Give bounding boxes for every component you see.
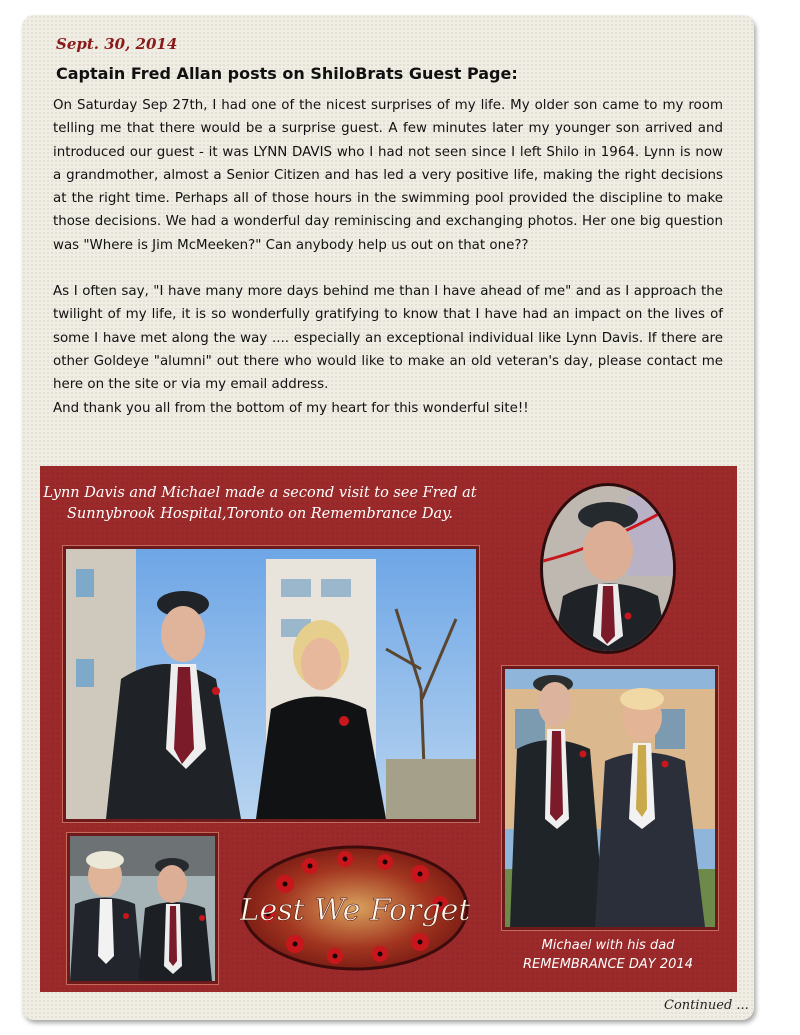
- continued-label: Continued ...: [664, 998, 749, 1013]
- photo-fred-and-lynn-image: [66, 549, 476, 819]
- lest-we-forget-text: Lest We Forget: [240, 893, 470, 928]
- headline: Captain Fred Allan posts on ShiloBrats Guest Page:: [56, 64, 518, 83]
- photo-michael-with-dad: [502, 666, 718, 930]
- post-date: Sept. 30, 2014: [56, 35, 178, 53]
- lest-we-forget-emblem: [240, 844, 470, 972]
- lest-we-forget-image: [240, 844, 470, 972]
- photo-michael-with-dad-image: [505, 669, 715, 927]
- photo-fred-portrait-oval: [540, 483, 676, 654]
- caption-bottom-line-2: REMEMBRANCE DAY 2014: [523, 957, 693, 972]
- caption-bottom: [500, 936, 716, 974]
- caption-top: [40, 483, 480, 525]
- photo-fred-and-lynn: [63, 546, 479, 822]
- paragraph-1: On Saturday Sep 27th, I had one of the nicest surprises of my life. My older son came to my room telling me that there would be a surprise guest. A few minutes later my younger son arrived and introduced our guest - it was LYNN DAVIS who I had not seen since I left Shilo in 1964. Lynn is now a grandmother, almost a Senior Citizen and has led a very positive life, making the right decisions at the right time. Perhaps all of those hours in the swimming pool provided the discipline to make those decisions. We had a wonderful day reminiscing and exchanging photos. Her one big question was "Where is Jim McMeeken?" Can anybody help us out on that one??: [53, 98, 723, 253]
- photo-fred-portrait-image: [543, 486, 673, 651]
- caption-top-line-1: Lynn Davis and Michael made a second visit to see Fred at: [43, 485, 477, 501]
- caption-bottom-line-1: Michael with his dad: [541, 938, 675, 953]
- page-card: [22, 15, 754, 1020]
- photo-collage: [40, 466, 737, 992]
- photo-michael-and-fred-small-image: [70, 836, 215, 981]
- paragraph-2: As I often say, "I have many more days behind me than I have ahead of me" and as I approach the twilight of my life, it is so wonderfully gratifying to know that I have had an impact on the lives of some I have met along the way .... especially an exceptional individual like Lynn Davis. If there are other Goldeye "alumni" out there who would like to make an old veteran's day, please contact me here on the site or via my email address.: [53, 284, 723, 393]
- photo-michael-and-fred-small: [67, 833, 218, 984]
- caption-top-line-2: Sunnybrook Hospital,Toronto on Remembrance Day.: [66, 506, 453, 522]
- post-body: [53, 94, 723, 420]
- paragraph-3: And thank you all from the bottom of my heart for this wonderful site!!: [53, 400, 529, 416]
